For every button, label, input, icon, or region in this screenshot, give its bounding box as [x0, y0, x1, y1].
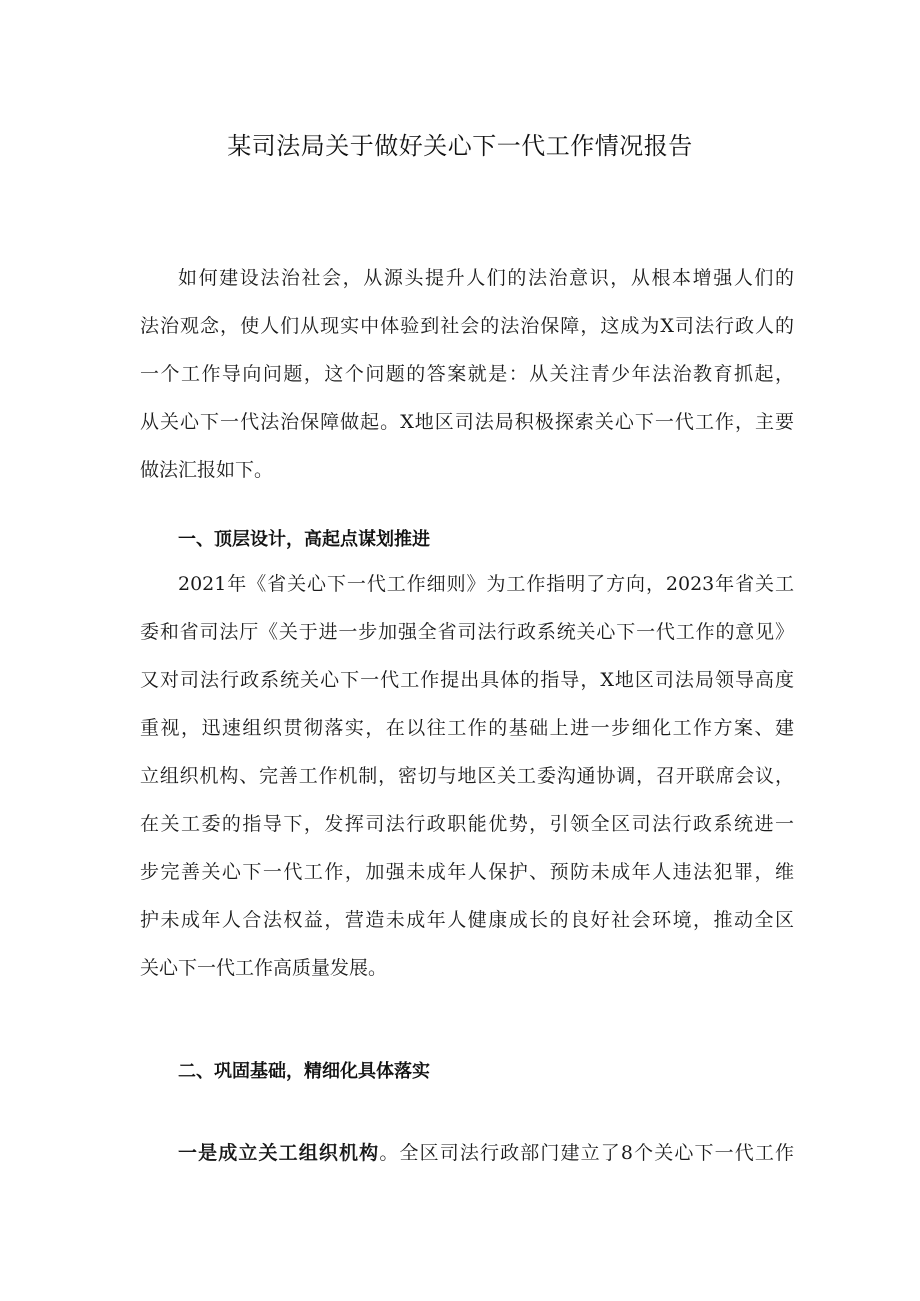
paragraph-top-level-design	[140, 568, 794, 1000]
paragraph-line: 又对司法行政系统关心下一代工作提出具体的指导，X地区司法局领导高度	[140, 669, 794, 691]
section-heading-1: 一、顶层设计，高起点谋划推进	[178, 529, 430, 550]
paragraph-line: 关心下一代工作高质量发展。	[140, 957, 388, 979]
paragraph-line: 法治观念，使人们从现实中体验到社会的法治保障，这成为X司法行政人的	[140, 315, 794, 337]
paragraph-line: 做法汇报如下。	[140, 459, 274, 481]
paragraph-line: 步完善关心下一代工作，加强未成年人保护、预防未成年人违法犯罪，维	[140, 861, 794, 883]
paragraph-line: 一个工作导向问题，这个问题的答案就是：从关注青少年法治教育抓起，	[140, 363, 794, 385]
paragraph-line: 重视，迅速组织贯彻落实，在以往工作的基础上进一步细化工作方案、建	[140, 717, 794, 739]
paragraph-organization	[140, 1137, 794, 1185]
paragraph-line: 在关工委的指导下，发挥司法行政职能优势，引领全区司法行政系统进一	[140, 813, 794, 835]
paragraph-line: 2021年《省关心下一代工作细则》为工作指明了方向，2023年省关工	[178, 573, 794, 595]
document-title: 某司法局关于做好关心下一代工作情况报告	[227, 132, 693, 160]
paragraph-line	[140, 1137, 794, 1185]
paragraph-line: 护未成年人合法权益，营造未成年人健康成长的良好社会环境，推动全区	[140, 909, 794, 931]
paragraph-line: 从关心下一代法治保障做起。X地区司法局积极探索关心下一代工作，主要	[140, 411, 794, 433]
paragraph-line: 如何建设法治社会，从源头提升人们的法治意识，从根本增强人们的	[178, 267, 794, 289]
paragraph-line: 立组织机构、完善工作机制，密切与地区关工委沟通协调，召开联席会议，	[140, 765, 794, 787]
paragraph-line-rest: 。全区司法行政部门建立了8个关心下一代工作	[379, 1142, 794, 1164]
paragraph-line: 委和省司法厅《关于进一步加强全省司法行政系统关心下一代工作的意见》	[140, 621, 794, 643]
paragraph-intro	[140, 262, 794, 502]
section-heading-2: 二、巩固基础，精细化具体落实	[178, 1061, 430, 1082]
paragraph-lead-phrase: 一是成立关工组织机构	[178, 1142, 380, 1164]
